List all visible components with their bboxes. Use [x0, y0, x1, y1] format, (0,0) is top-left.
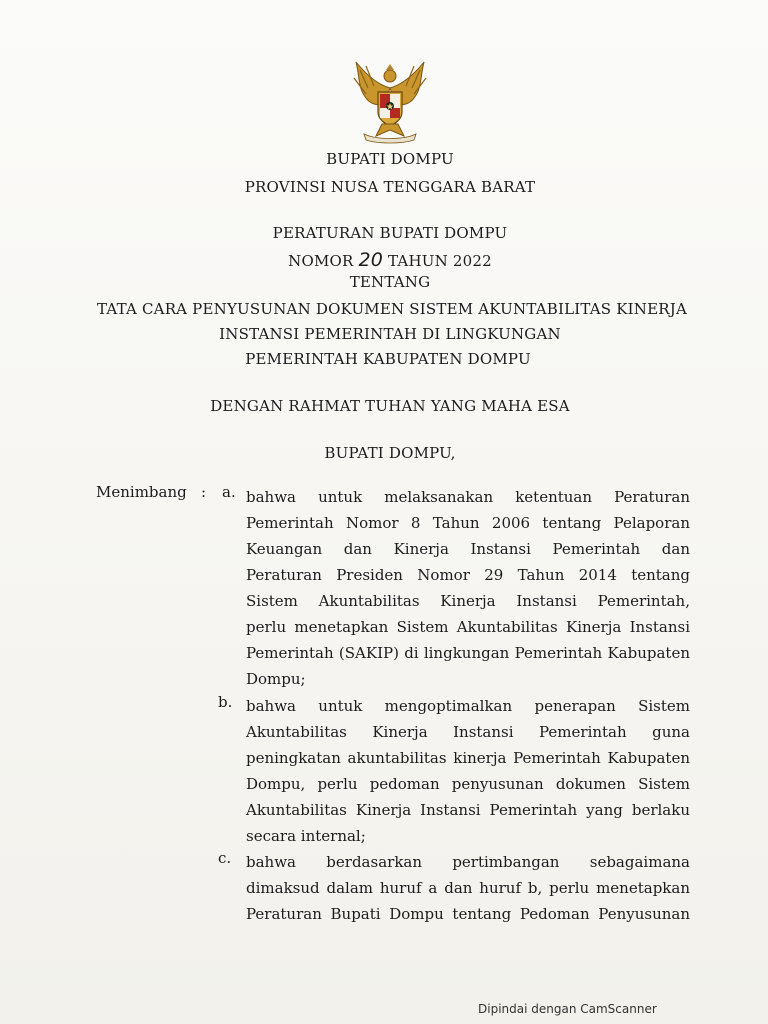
regent-title: BUPATI DOMPU [326, 150, 454, 168]
text-line: perlu menetapkan Sistem Akuntabilitas Kinerja Instansi [246, 618, 690, 636]
text-line: Dompu; [246, 670, 306, 688]
text-line: Keuangan dan Kinerja Instansi Pemerintah dan [246, 540, 690, 558]
text-line: bahwa untuk mengoptimalkan penerapan Sistem [246, 697, 690, 715]
item-a-text [246, 484, 690, 692]
text-line: Peraturan Bupati Dompu tentang Pedoman Penyusunan [246, 905, 690, 923]
authority-line: BUPATI DOMPU, [324, 444, 456, 462]
text-line: Dompu, perlu pedoman penyusunan dokumen Sistem [246, 775, 690, 793]
text-line: Pemerintah Nomor 8 Tahun 2006 tentang Pelaporan [246, 514, 690, 532]
text-line: peningkatan akuntabilitas kinerja Pemerintah Kabupaten [246, 749, 690, 767]
text-line: Pemerintah (SAKIP) di lingkungan Pemerintah Kabupaten [246, 644, 690, 662]
nomor-value: 20 [358, 249, 384, 271]
item-b-mark: b. [218, 693, 233, 711]
item-c-text [246, 849, 690, 927]
subject-line-3: PEMERINTAH KABUPATEN DOMPU [245, 350, 531, 368]
tentang-label: TENTANG [349, 273, 431, 291]
regulation-number [6, 249, 768, 271]
subject-line-2: INSTANSI PEMERINTAH DI LINGKUNGAN [219, 325, 561, 343]
text-line: bahwa untuk melaksanakan ketentuan Peraturan [246, 488, 690, 506]
item-c-mark: c. [218, 849, 232, 867]
garuda-emblem-icon [346, 58, 434, 144]
text-line: dimaksud dalam huruf a dan huruf b, perlu menetapkan [246, 879, 690, 897]
text-line: secara internal; [246, 827, 366, 845]
text-line: Sistem Akuntabilitas Kinerja Instansi Pemerintah, [246, 592, 690, 610]
text-line: bahwa berdasarkan pertimbangan sebagaimana [246, 853, 690, 871]
nomor-suffix: TAHUN 2022 [388, 252, 492, 270]
item-a-mark: a. [222, 483, 236, 501]
scanner-watermark: Dipindai dengan CamScanner [478, 1002, 657, 1016]
text-line: Peraturan Presiden Nomor 29 Tahun 2014 tentang [246, 566, 690, 584]
subject-line-1: TATA CARA PENYUSUNAN DOKUMEN SISTEM AKUNTABILITAS KINERJA [97, 300, 687, 318]
text-line: Akuntabilitas Kinerja Instansi Pemerintah yang berlaku [246, 801, 690, 819]
province-title: PROVINSI NUSA TENGGARA BARAT [244, 178, 536, 196]
item-b-text [246, 693, 690, 849]
text-line: Akuntabilitas Kinerja Instansi Pemerintah guna [246, 723, 690, 741]
menimbang-label: Menimbang [96, 483, 187, 501]
regulation-title: PERATURAN BUPATI DOMPU [272, 224, 508, 242]
invocation: DENGAN RAHMAT TUHAN YANG MAHA ESA [210, 397, 570, 415]
menimbang-colon: : [201, 483, 207, 501]
nomor-prefix: NOMOR [288, 252, 354, 270]
